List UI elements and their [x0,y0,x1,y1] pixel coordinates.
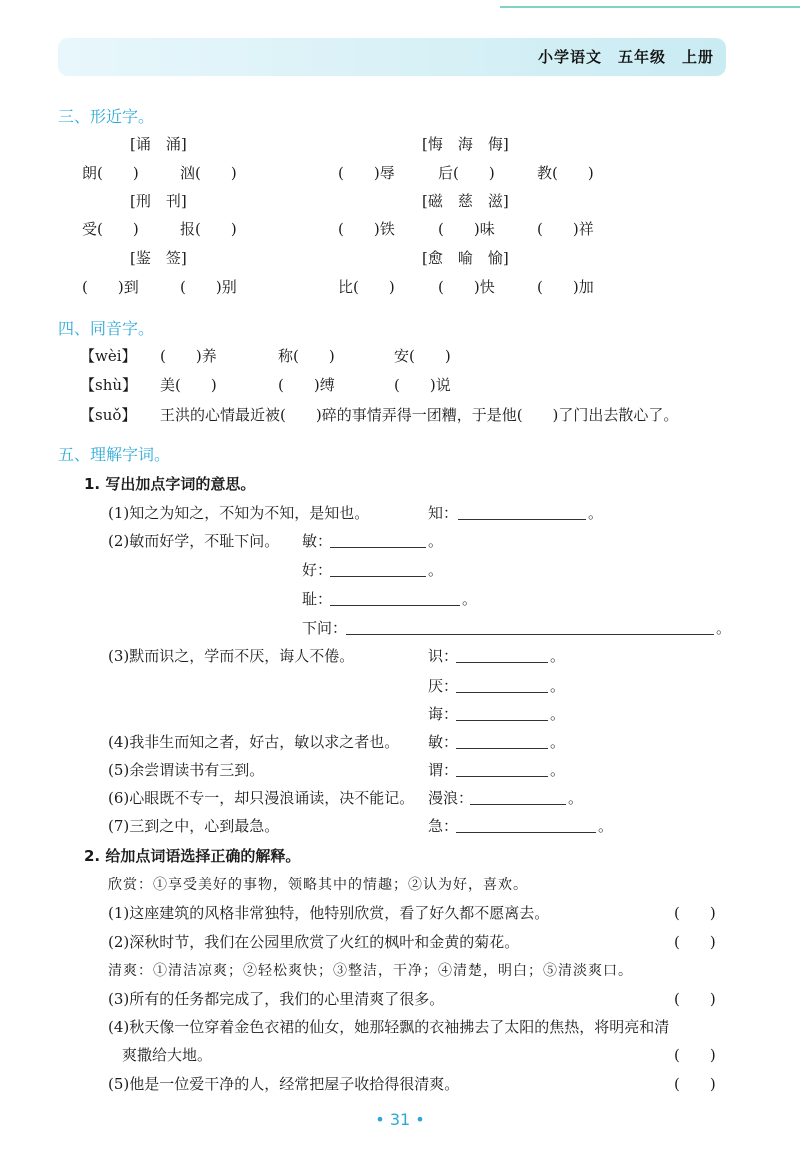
period: 。 [550,705,566,723]
q1-heading: 1. 写出加点字词的意思。 [84,475,256,493]
group-3b: [愈 喻 愉] [422,249,509,267]
row3-item4: ( )快 [438,278,495,296]
q1-7-blank[interactable] [456,831,596,833]
q1-3-blank-c[interactable] [456,719,548,721]
row1-item3: ( )辱 [338,164,395,182]
q1-4-text: (4)我非生而知之者，好古，敏以求之者也。 [108,733,400,751]
header-title: 小学语文 五年级 上册 [537,48,714,66]
row1-item4: 后( ) [438,164,495,182]
group-3a: [鉴 签] [130,249,187,267]
top-accent-line [500,6,800,8]
row1-item5: 教( ) [537,164,594,182]
q1-6-label: 漫浪： [428,789,474,807]
q1-2-blank-d[interactable] [346,633,714,635]
group-2a: [刑 刊] [130,192,187,210]
wei-item1: ( )养 [160,347,217,365]
row1-item1: 朗( ) [82,164,139,182]
section-3-title: 三、形近字。 [58,107,155,126]
period: 。 [588,504,604,522]
q1-2-blank-c[interactable] [330,604,460,606]
q1-3-blank-a[interactable] [456,661,548,663]
q1-5-label: 谓： [428,761,459,779]
q1-2-text: (2)敏而好学，不耻下问。 [108,532,280,550]
q1-1-blank[interactable] [458,518,586,520]
q1-2-label-b: 好： [302,561,333,579]
suo-sentence: 王洪的心情最近被( )碎的事情弄得一团糟，于是他( )了门出去散心了。 [160,406,679,424]
q2-1-answer[interactable]: ( ) [674,904,716,922]
definition-qingshuang: 清爽：①清洁凉爽；②轻松爽快；③整洁，干净；④清楚，明白；⑤清淡爽口。 [108,963,633,979]
row1-item2: 汹( ) [180,164,237,182]
q2-4-answer[interactable]: ( ) [674,1046,716,1064]
row2-item4: ( )味 [438,220,495,238]
group-1a: [诵 涌] [130,135,187,153]
q1-3-label-c: 诲： [428,705,459,723]
q1-3-label-a: 识： [428,647,459,665]
period: 。 [550,733,566,751]
period: 。 [550,677,566,695]
row3-item3: 比( ) [338,278,395,296]
page-header [58,38,726,76]
q2-heading: 2. 给加点词语选择正确的解释。 [84,847,301,865]
q1-6-blank[interactable] [470,803,566,805]
q1-3-text: (3)默而识之，学而不厌，诲人不倦。 [108,647,355,665]
period: 。 [462,590,478,608]
definition-xinshang: 欣赏：①享受美好的事物，领略其中的情趣；②认为好，喜欢。 [108,877,528,893]
row2-item3: ( )铁 [338,220,395,238]
q1-5-text: (5)余尝谓读书有三到。 [108,761,265,779]
q1-2-label-d: 下问： [302,619,348,637]
q1-2-blank-a[interactable] [330,546,426,548]
q1-4-blank[interactable] [456,747,548,749]
pinyin-shu: 【shù】 [80,376,138,394]
q2-4-text: (4)秋天像一位穿着金色衣裙的仙女，她那轻飘的衣袖拂去了太阳的焦热，将明亮和清 [108,1018,670,1036]
q2-2-answer[interactable]: ( ) [674,933,716,951]
wei-item2: 称( ) [278,347,335,365]
shu-item1: 美( ) [160,376,217,394]
pinyin-suo: 【suǒ】 [80,406,137,424]
wei-item3: 安( ) [394,347,451,365]
pinyin-wei: 【wèi】 [80,347,137,365]
section-5-title: 五、理解字词。 [58,445,171,464]
row3-item2: ( )别 [180,278,237,296]
q1-2-blank-b[interactable] [330,575,426,577]
period: 。 [550,647,566,665]
page-number: • 31 • [375,1110,425,1129]
q2-1-text: (1)这座建筑的风格非常独特，他特别欣赏，看了好久都不愿离去。 [108,904,550,922]
q1-6-text: (6)心眼既不专一，却只漫浪诵读，决不能记。 [108,789,415,807]
q1-7-label: 急： [428,817,459,835]
row2-item2: 报( ) [180,220,237,238]
shu-item2: ( )缚 [278,376,335,394]
period: 。 [568,789,584,807]
period: 。 [550,761,566,779]
group-2b: [磁 慈 滋] [422,192,509,210]
q2-3-text: (3)所有的任务都完成了，我们的心里清爽了很多。 [108,990,445,1008]
q1-7-text: (7)三到之中，心到最急。 [108,817,280,835]
row2-item5: ( )祥 [537,220,594,238]
q2-4-text-cont: 爽撒给大地。 [122,1046,213,1064]
row3-item5: ( )加 [537,278,594,296]
q1-3-blank-b[interactable] [456,691,548,693]
period: 。 [428,561,444,579]
q1-5-blank[interactable] [456,775,548,777]
row3-item1: ( )到 [82,278,139,296]
shu-item3: ( )说 [394,376,451,394]
period: 。 [428,532,444,550]
q1-2-label-c: 耻： [302,590,333,608]
q2-3-answer[interactable]: ( ) [674,990,716,1008]
q1-4-label: 敏： [428,733,459,751]
period: 。 [598,817,614,835]
q1-2-label-a: 敏： [302,532,333,550]
period: 。 [716,619,732,637]
q2-5-answer[interactable]: ( ) [674,1075,716,1093]
q2-2-text: (2)深秋时节，我们在公园里欣赏了火红的枫叶和金黄的菊花。 [108,933,520,951]
section-4-title: 四、同音字。 [58,319,155,338]
group-1b: [悔 海 侮] [422,135,509,153]
row2-item1: 受( ) [82,220,139,238]
q1-3-label-b: 厌： [428,677,459,695]
q1-1-label: 知： [428,504,459,522]
q2-5-text: (5)他是一位爱干净的人，经常把屋子收拾得很清爽。 [108,1075,460,1093]
q1-1-text: (1)知之为知之，不知为不知，是知也。 [108,504,370,522]
